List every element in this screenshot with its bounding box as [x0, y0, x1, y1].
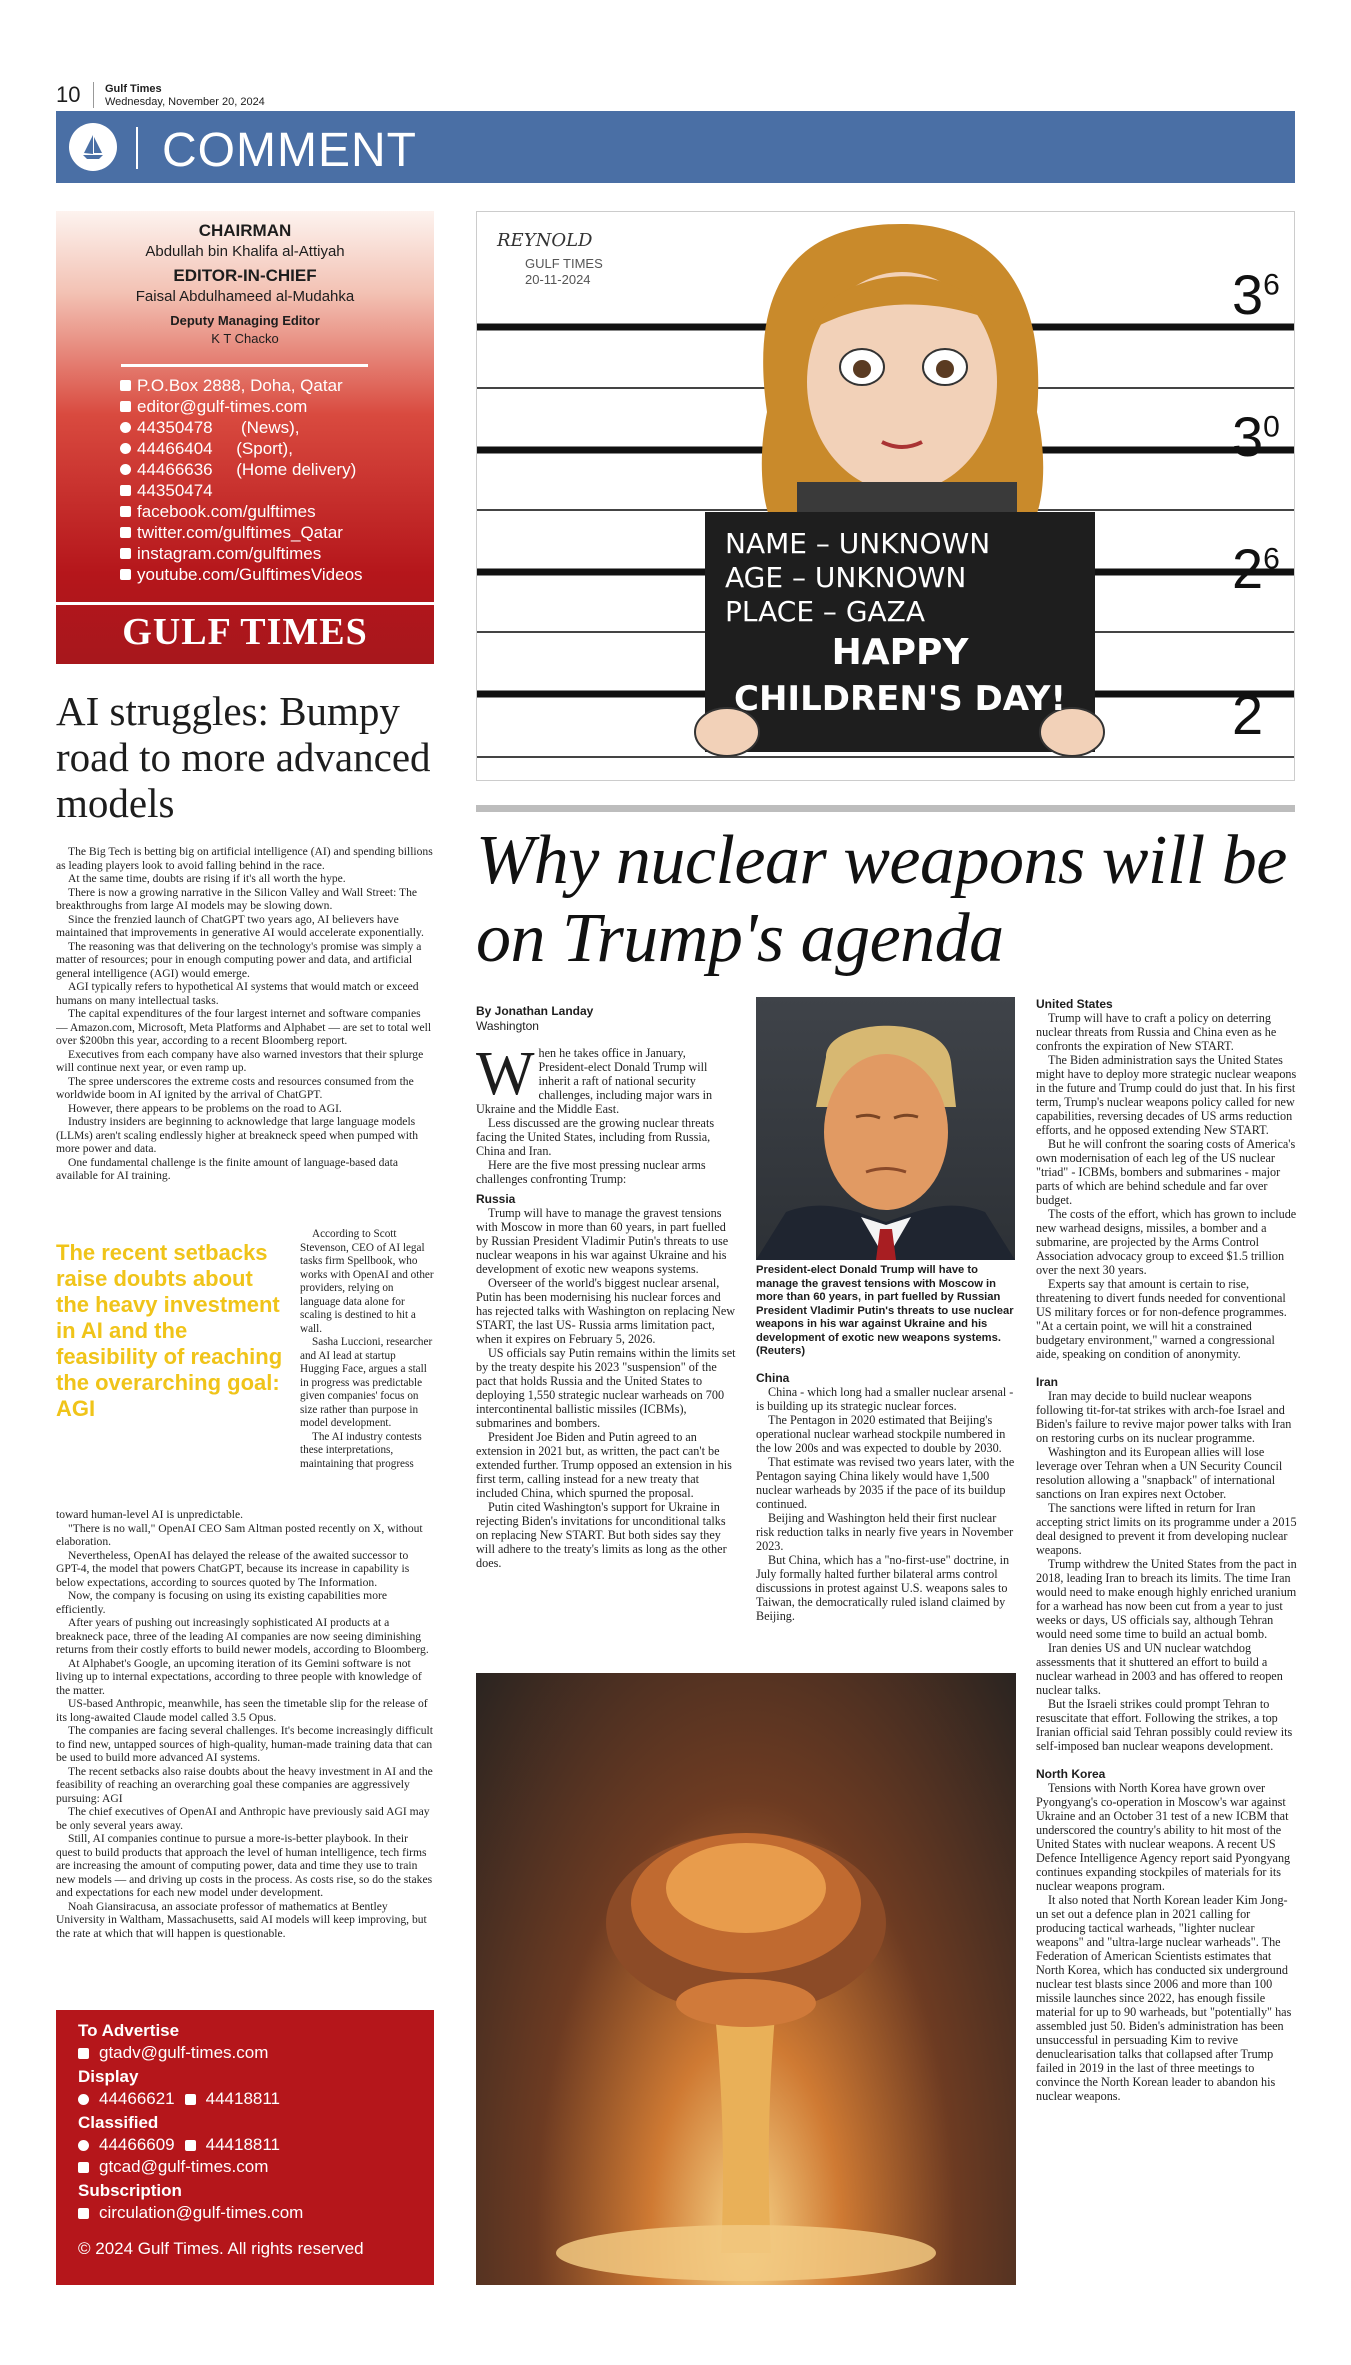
paragraph: Iran denies US and UN nuclear watchdog assessments that it shuttered an effort to build a nuclear warhead in 2003 and has offered to reopen nuclear talks. [1036, 1641, 1283, 1697]
paragraph: One fundamental challenge is the finite amount of language-based data available for AI training. [56, 1155, 398, 1182]
trump-photo [756, 997, 1015, 1260]
paper-name: Gulf Times [105, 83, 162, 95]
paragraph: The Biden administration says the United States might have to deploy more strategic nuclear weapons in the future and Trump could do just that. In his first term, Trump's nuclear weapons policy called for new capabilities, reversing decades of US arms reduction efforts, and he opposed extending New START. [1036, 1053, 1297, 1137]
paragraph: Trump will have to manage the gravest tensions with Moscow in more than 60 years, in part fuelled by Russian President Vladimir Putin's threats to use nuclear weapons in his war against Ukraine and his development of exotic new weapons systems. [476, 1206, 729, 1276]
paragraph: China - which long had a smaller nuclear arsenal - is building up its strategic nuclear forces. [756, 1384, 1014, 1413]
paragraph: US-based Anthropic, meanwhile, has seen the timetable slip for the release of its long-awaited Claude model called 3.5 Opus. [56, 1697, 428, 1724]
left-body-b [56, 1508, 434, 1998]
contact-fax: 44350474 [120, 480, 430, 501]
paragraph: According to Scott Stevenson, CEO of AI legal tasks firm Spellbook, who works with OpenAI and other providers, relying on language data alone for scaling is destined to hit a wall. [300, 1228, 434, 1335]
contact-instagram[interactable]: instagram.com/gulftimes [120, 543, 430, 564]
subhead-iran: Iran [1036, 1375, 1059, 1389]
masthead-rule [121, 364, 368, 367]
phone-icon [120, 422, 131, 433]
issue-date: Wednesday, November 20, 2024 [105, 96, 265, 108]
nuclear-explosion-image [476, 1673, 1016, 2285]
paragraph: Here are the five most pressing nuclear arms challenges confronting Trump: [476, 1158, 706, 1186]
paragraph: Less discussed are the growing nuclear threats facing the United States, including from Russia, China and Iran. [476, 1116, 715, 1158]
main-column-1 [476, 1046, 738, 1666]
paragraph: The AI industry contests these interpretations, maintaining that progress [300, 1430, 422, 1470]
paragraph: Experts say that amount is certain to rise, threatening to divert funds needed for conventional US military forces or for non-defence programmes. "At a certain point, we will hit a constrained budgetary environment," warned a congressional aide, speaking on condition of anonymity. [1036, 1277, 1287, 1361]
height-mark: $3^6$ [1232, 263, 1280, 326]
paragraph: After years of pushing out increasingly sophisticated AI products at a breakneck pace, three of the leading AI companies are now seeing diminishing returns from their costly efforts to build newer models, according to Bloomberg. [56, 1616, 429, 1656]
editor-name: Faisal Abdulhameed al-Mudahka [135, 288, 355, 305]
paragraph: However, there appears to be problems on the road to AGI. [68, 1101, 342, 1115]
header-rule [93, 82, 94, 108]
paragraph: Now, the company is focusing on using its existing capabilities more efficiently. [56, 1589, 387, 1616]
copyright: © 2024 Gulf Times. All rights reserved [78, 2239, 364, 2258]
paragraph: Since the frenzied launch of ChatGPT two years ago, AI believers have maintained that improvements in generative AI would accelerate exponentially. [56, 912, 424, 939]
paragraph: toward human-level AI is unpredictable. [56, 1508, 244, 1521]
pull-quote: The recent setbacks raise doubts about the heavy investment in AI and the feasibility of reaching the overarching goal: AGI [56, 1240, 283, 1421]
email-icon [78, 2048, 89, 2059]
cartoon-signature-paper: GULF TIMES [525, 256, 603, 271]
left-headline: AI struggles: Bumpy road to more advanced models [56, 688, 431, 826]
paragraph: But China, which has a "no-first-use" doctrine, in July formally halted further bilateral arms control discussions in protest against U.S. weapons sales to Taiwan, the democratically ruled island claimed by Beijing. [756, 1552, 1010, 1623]
facebook-icon [120, 506, 131, 517]
contact-facebook[interactable]: facebook.com/gulftimes [120, 501, 430, 522]
height-mark: $2^6$ [1232, 537, 1280, 600]
classified-email[interactable]: gtcad@gulf-times.com [78, 2156, 412, 2178]
paragraph: Washington and its European allies will lose leverage over Tehran when a UN Security Council resolution allowing a "snapback" of international sanctions on Iran expires next October. [1036, 1445, 1283, 1501]
display-label: Display [78, 2067, 139, 2086]
dateline: Washington [476, 1019, 539, 1033]
main-column-3 [1036, 997, 1298, 2285]
subhead-united-states: United States [1036, 997, 1113, 1011]
paragraph: There is now a growing narrative in the Silicon Valley and Wall Street: The breakthroughs from large AI models may be slowing down. [56, 885, 418, 912]
email-icon [78, 2208, 89, 2219]
chairman-name: Abdullah bin Khalifa al-Attiyah [145, 243, 345, 260]
cartoon-sign-text: NAME – UNKNOWN AGE – UNKNOWN PLACE – GAZA HAPPY CHILDREN'S DAY! [725, 527, 1066, 719]
fax-icon [120, 485, 131, 496]
contact-twitter[interactable]: twitter.com/gulftimes_Qatar [120, 522, 430, 543]
contact-address: P.O.Box 2888, Doha, Qatar [120, 375, 430, 396]
editor-label: EDITOR-IN-CHIEF [173, 266, 317, 285]
paragraph: Noah Giansiracusa, an associate professor of mathematics at Bentley University in Waltham, Massachusetts, said AI models will keep improving, but the rate at which that will happen is questionable. [56, 1899, 427, 1940]
paragraph: hen he takes office in January, President-elect Donald Trump will inherit a raft of national security challenges, including major wars in Ukraine and the Middle East. [476, 1046, 713, 1116]
cartoon-signature-date: 20-11-2024 [525, 272, 591, 287]
paragraph: Nevertheless, OpenAI has delayed the release of the awaited successor to GPT-4, the model that powers ChatGPT, because its increase in capability is below expectations, according to sources quoted by The Information. [56, 1548, 410, 1589]
paragraph: Still, AI companies continue to pursue a more-is-better playbook. In their quest to build products that approach the level of human intelligence, tech firms are increasing the amount of computing power, data and time they use to train new models — and driving up costs in the process. As costs rise, so do the stakes and expectations for each new model under development. [56, 1832, 433, 1899]
paragraph: The spree underscores the extreme costs and resources consumed from the worldwide boom in AI ignited by the arrival of ChatGPT. [56, 1074, 414, 1101]
dhow-logo-icon [69, 123, 117, 171]
paragraph: The sanctions were lifted in return for Iran accepting strict limits on its programme under a 2015 deal designed to prevent it from developing nuclear weapons. [1036, 1501, 1297, 1557]
main-column-2 [756, 1264, 1015, 1664]
email-icon [120, 401, 131, 412]
youtube-icon [120, 569, 131, 580]
phone-icon [78, 2140, 89, 2151]
left-body-side [300, 1228, 434, 1508]
fax-icon [185, 2094, 196, 2105]
paragraph: The Pentagon in 2020 estimated that Beijing's operational nuclear warhead stockpile numbered in the low 200s and was expected to double by 2030. [756, 1412, 1006, 1455]
classified-label: Classified [78, 2113, 159, 2132]
section-title: COMMENT [162, 124, 417, 177]
contact-email[interactable]: editor@gulf-times.com [120, 396, 430, 417]
contact-youtube[interactable]: youtube.com/GulftimesVideos [120, 564, 430, 585]
paragraph: President Joe Biden and Putin agreed to an extension in 2021 but, as written, the pact can't be extended further. Trump opposed an extension in his first term, calling instead for a new treaty that included China, which spurned the proposal. [476, 1430, 732, 1500]
paragraph: AGI typically refers to hypothetical AI systems that would match or exceed humans on many intellectual tasks. [56, 980, 419, 1007]
contact-list [120, 375, 430, 585]
phone-icon [120, 443, 131, 454]
fax-icon [185, 2140, 196, 2151]
subhead-north-korea: North Korea [1036, 1767, 1106, 1781]
cartoonist-signature: REYNOLD [497, 230, 593, 251]
paragraph: That estimate was revised two years later, with the Pentagon saying China likely would have 1,500 nuclear warheads by 2035 if the pace of its buildup continued. [756, 1454, 1015, 1511]
paragraph: The chief executives of OpenAI and Anthropic have previously said AGI may be only several years away. [56, 1805, 430, 1832]
paragraph: Iran may decide to build nuclear weapons following tit-for-tat strikes with arch-foe Israel and Biden's failure to revive major power talks with Iran on restoring curbs on its nuclear programme. [1036, 1389, 1292, 1445]
paragraph: But the Israeli strikes could prompt Tehran to resuscitate that effort. Following the strikes, a top Iranian official said Tehran possibly could review its self-imposed ban nuclear weapons development. [1036, 1697, 1293, 1753]
paragraph: Putin cited Washington's support for Ukraine in rejecting Biden's invitations for unconditional talks on replacing New START. But both sides say they will adhere to the treaty's limits as long as the other does. [476, 1500, 727, 1570]
contact-phone-sport: 44466404 (Sport), [120, 438, 430, 459]
height-mark: 2 [1232, 683, 1264, 746]
paragraph: Sasha Luccioni, researcher and AI lead at startup Hugging Face, argues a stall in progress was predictable given companies' focus on size rather than purpose in model development. [300, 1336, 433, 1429]
drop-cap: W [476, 1046, 535, 1108]
contact-phone-news: 44350478 (News), [120, 417, 430, 438]
deputy-label: Deputy Managing Editor [170, 313, 320, 328]
paragraph: The companies are facing several challenges. It's become increasingly difficult to find new, untapped sources of high-quality, human-made training data that can be used to build more advanced AI systems. [56, 1724, 433, 1764]
chairman-label: CHAIRMAN [198, 221, 292, 240]
email-icon [78, 2162, 89, 2173]
advertise-email[interactable]: gtadv@gulf-times.com [78, 2042, 412, 2064]
display-contacts: 44466621 44418811 [78, 2088, 412, 2110]
paragraph: Industry insiders are beginning to acknowledge that large language models (LLMs) aren't scaling endlessly higher at breakneck speed when pumped with more power and data. [56, 1115, 419, 1155]
gulf-times-logo: GULF TIMES [122, 611, 368, 653]
classified-contacts: 44466609 44418811 [78, 2134, 412, 2156]
paragraph: The costs of the effort, which has grown to include new warhead designs, missiles, a bomber and a submarine, are projected by the Arms Control Association advocacy group to exceed $1.5 trillion over the next 30 years. [1036, 1207, 1297, 1277]
advertising-box [56, 2010, 434, 2285]
paragraph: US officials say Putin remains within the limits set by the treaty despite his 2023 "suspension" of the pact that holds Russia and the United States to deploying 1,550 strategic nuclear warheads on 700 intercontinental ballistic missiles (ICBMs), submarines and bombers. [476, 1346, 736, 1430]
paragraph: The Big Tech is betting big on artificial intelligence (AI) and spending billions as leading players look to avoid falling behind in the race. [56, 845, 433, 872]
advertise-label: To Advertise [78, 2021, 180, 2040]
left-body-a [56, 845, 434, 1257]
subhead-china: China [756, 1370, 790, 1385]
subscription-email[interactable]: circulation@gulf-times.com [78, 2202, 412, 2224]
mail-icon [120, 380, 131, 391]
phone-icon [78, 2094, 89, 2105]
subscription-label: Subscription [78, 2181, 182, 2200]
paragraph: At the same time, doubts are rising if it's all worth the hype. [68, 872, 346, 885]
paragraph: Overseer of the world's biggest nuclear arsenal, Putin has been modernising his nuclear forces and has rejected talks with Washington on replacing New START, the last US- Russia arms limitation pact, when it expires on February 5, 2026. [476, 1276, 736, 1346]
section-band [56, 111, 1295, 183]
paragraph: It also noted that North Korean leader Kim Jong-un set out a defence plan in 2021 calling for producing tactical warheads, "lighter nuclear weapons" and "ultra-large nuclear warheads". The Federation of American Scientists estimates that North Korea, which has conducted six underground nuclear test blasts since 2006 and more than 100 missile launches since 2022, has enough fissile material for up to 90 warheads, but "potentially" has assembled just 50. Biden's administration has been unsuccessful in persuading Kim to revive denuclearisation talks that collapsed after Trump failed in 2019 in the last of three meetings to convince the North Korean leader to abandon his nuclear weapons. [1036, 1893, 1292, 2103]
main-headline: Why nuclear weapons will be on Trump's agenda [476, 822, 1287, 977]
instagram-icon [120, 548, 131, 559]
deputy-name: K T Chacko [211, 331, 279, 346]
paragraph: But he will confront the soaring costs of America's own modernisation of each leg of the US nuclear "triad" - ICBMs, bombers and submarines - major parts of which are behind schedule and far over budget. [1036, 1137, 1296, 1207]
photo-caption: President-elect Donald Trump will have to manage the gravest tensions with Moscow in more than 60 years, in part fuelled by Russian President Vladimir Putin's threats to use nuclear weapons in his war against Ukraine and his development of exotic new weapons systems. (Reuters) [756, 1264, 1014, 1357]
editorial-cartoon [476, 211, 1295, 781]
paragraph: Trump withdrew the United States from the pact in 2018, leading Iran to breach its limits. The time Iran would need to make enough highly enriched uranium for a warhead has now been cut from a year to just weeks or days, US officials say, although Tehran would need some time to build an actual bomb. [1036, 1557, 1297, 1641]
paragraph: The capital expenditures of the four largest internet and software companies — Amazon.com, Microsoft, Meta Platforms and Alphabet — are set to total well over $200bn this year, according to a recent Bloomberg report. [56, 1007, 432, 1047]
paragraph: Beijing and Washington held their first nuclear risk reduction talks in nearly five years in November 2023. [756, 1510, 1014, 1553]
band-divider [136, 127, 138, 169]
subhead-russia: Russia [476, 1192, 516, 1206]
paragraph: Trump will have to craft a policy on deterring nuclear threats from Russia and China even as he confronts the expiration of New START. [1036, 1011, 1277, 1053]
paragraph: "There is no wall," OpenAI CEO Sam Altman posted recently on X, without elaboration. [56, 1521, 423, 1548]
contact-phone-delivery: 44466636 (Home delivery) [120, 459, 430, 480]
paragraph: Tensions with North Korea have grown over Pyongyang's co-operation in Moscow's war against Ukraine and an October 31 test of a new ICBM that underscored the country's ability to hit most of the United States with nuclear weapons. A recent US Defence Intelligence Agency report said Pyongyang continues expanding stockpiles of materials for its nuclear weapons program. [1036, 1781, 1291, 1893]
x-icon [120, 527, 131, 538]
phone-icon [120, 464, 131, 475]
paragraph: At Alphabet's Google, an upcoming iteration of its Gemini software is not living up to internal expectations, according to three people with knowledge of the matter. [56, 1656, 422, 1697]
paragraph: The recent setbacks also raise doubts about the heavy investment in AI and the feasibility of reaching an overarching goal these companies are aggressively pursuing: AGI [56, 1764, 433, 1805]
byline: By Jonathan Landay [476, 1004, 594, 1018]
paragraph: The reasoning was that delivering on the technology's promise was simply a matter of resources; pour in enough computing power and data, and artificial general intelligence (AGI) would emerge. [56, 939, 422, 980]
photo-credit: (Reuters) [756, 1345, 806, 1357]
masthead-logo-divider [56, 602, 434, 605]
page-number: 10 [56, 82, 81, 107]
height-mark: $3^0$ [1232, 405, 1280, 468]
section-rule [476, 805, 1295, 812]
paragraph: Executives from each company have also warned investors that their splurge will continue next year, or even ramp up. [56, 1047, 424, 1074]
